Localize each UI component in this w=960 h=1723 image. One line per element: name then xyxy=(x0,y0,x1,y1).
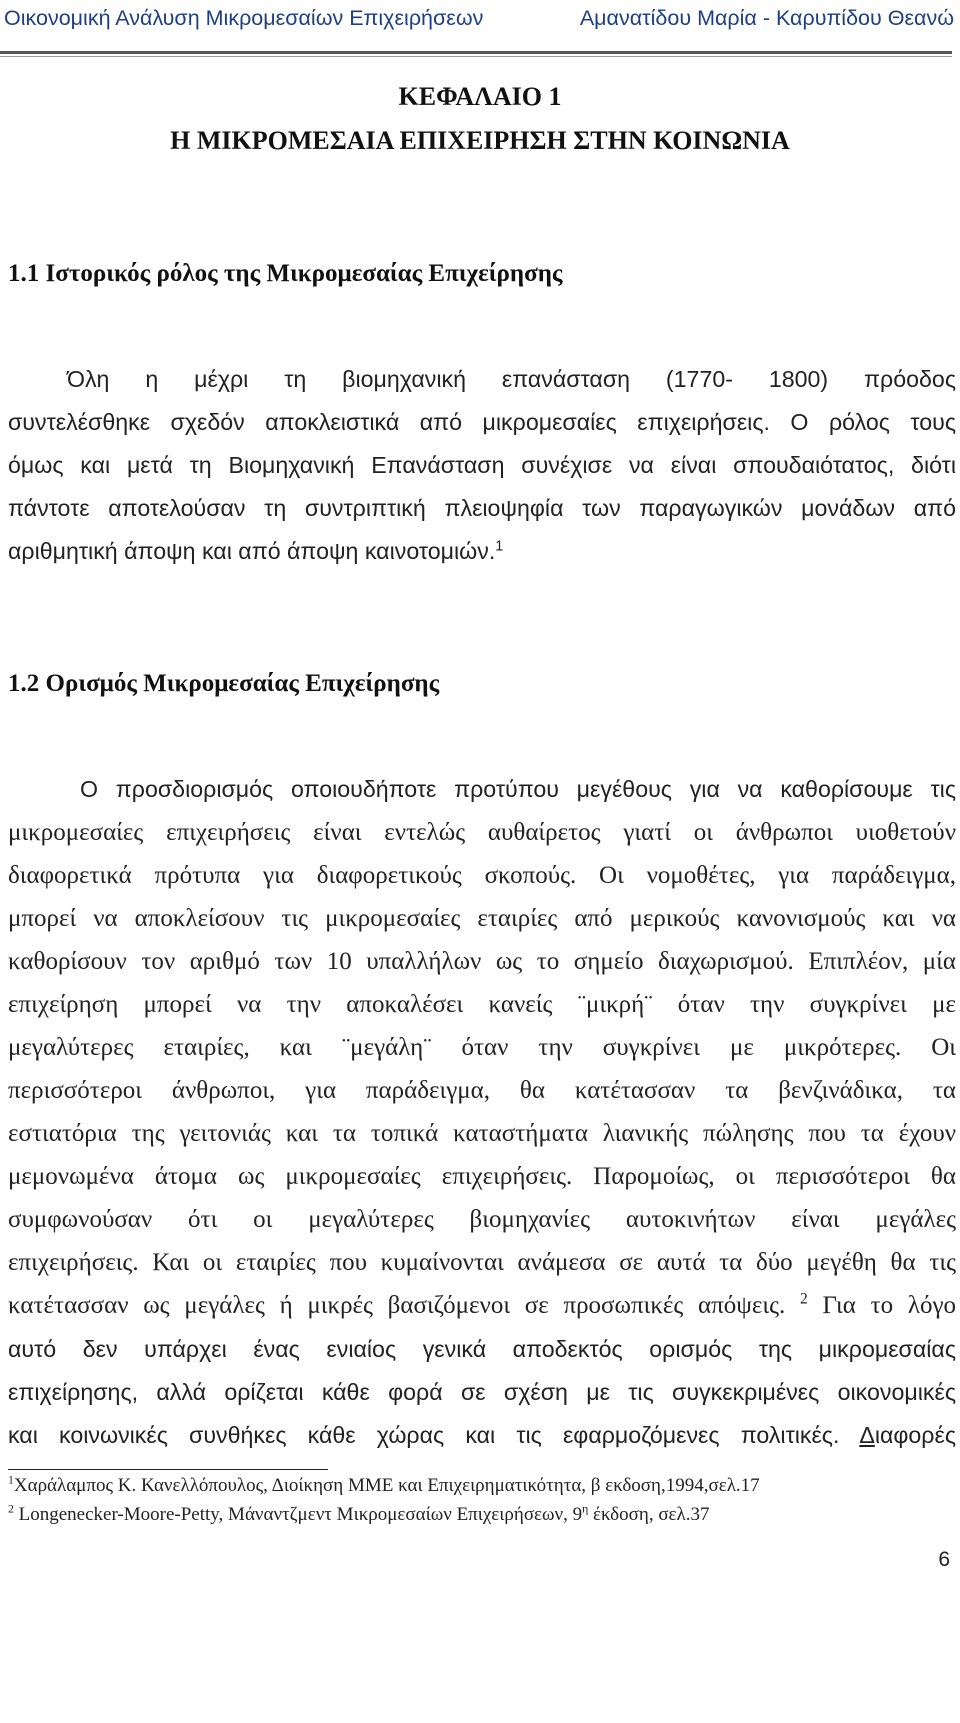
paragraph-line-text: και κοινωνικές συνθήκες κάθε χώρας και τις εφαρμοζόμενες πολιτικές. xyxy=(8,1422,840,1448)
footnote-mark: 1 xyxy=(8,1473,14,1487)
paragraph-line-text: κατέτασσαν ως μεγάλες ή μικρές βασιζόμενοι σε προσωπικές απόψεις. xyxy=(8,1292,786,1319)
footnote-text: έκδοση, σελ.37 xyxy=(588,1504,710,1525)
paragraph-line-text: ιαφορές xyxy=(874,1422,957,1448)
section-heading-1-1: 1.1 Ιστορικός ρόλος της Μικρομεσαίας Επιχείρησης xyxy=(8,260,563,287)
paragraph-line: μεγαλύτερες εταιρίες, και ¨μεγάλη¨ όταν την συγκρίνει με μικρότερες. Οι xyxy=(8,1034,956,1061)
paragraph-line: αυτό δεν υπάρχει ένας ενιαίος γενικά αποδεκτός ορισμός της μικρομεσαίας xyxy=(8,1336,956,1362)
header-divider-thin xyxy=(0,56,952,57)
paragraph-line: Όλη η μέχρι τη βιομηχανική επανάσταση (1770- 1800) πρόοδος xyxy=(67,366,956,392)
paragraph-line: επιχειρήσεις. Και οι εταιρίες που κυμαίνονται ανάμεσα σε αυτά τα δύο μεγέθη θα τις xyxy=(8,1249,956,1276)
chapter-number: ΚΕΦΑΛΑΙΟ 1 xyxy=(398,82,562,111)
paragraph-line: επιχείρησης, αλλά ορίζεται κάθε φορά σε σχέση με τις συγκεκριμένες οικονομικές xyxy=(8,1379,956,1405)
section-heading-1-2: 1.2 Ορισμός Μικρομεσαίας Επιχείρησης xyxy=(8,670,440,697)
paragraph-line: μπορεί να αποκλείσουν τις μικρομεσαίες εταιρίες από μερικούς κανονισμούς και να xyxy=(8,905,956,932)
paragraph-line: μικρομεσαίες επιχειρήσεις είναι εντελώς αυθαίρετος γιατί οι άνθρωποι υιοθετούν xyxy=(8,819,956,846)
footnote-divider xyxy=(8,1469,328,1470)
paragraph-line: Ο προσδιορισμός οποιουδήποτε προτύπου μεγέθους για να καθορίσουμε τις xyxy=(80,776,956,802)
paragraph-line: καθορίσουν τον αριθμό των 10 υπαλλήλων ως το σημείο διαχωρισμού. Επιπλέον, μία xyxy=(8,948,956,975)
footnote-1 xyxy=(8,1475,760,1497)
paragraph-line: συμφωνούσαν ότι οι μεγαλύτερες βιομηχανίες αυτοκινήτων είναι μεγάλες xyxy=(8,1206,956,1233)
paragraph-line-text: αριθμητική άποψη και από άποψη καινοτομιών. xyxy=(8,538,496,564)
header-authors: Αμανατίδου Μαρία - Καρυπίδου Θεανώ xyxy=(579,6,954,30)
paragraph-line: μεμονωμένα άτομα ως μικρομεσαίες επιχειρήσεις. Παρομοίως, οι περισσότεροι θα xyxy=(8,1163,956,1190)
footnote-superscript: η xyxy=(582,1502,589,1516)
header-title: Οικονομική Ανάλυση Μικρομεσαίων Επιχειρήσεων xyxy=(4,6,484,30)
underlined-letter: Δ xyxy=(859,1422,875,1448)
paragraph-line: περισσότεροι άνθρωποι, για παράδειγμα, θα κατέτασσαν τα βενζινάδικα, τα xyxy=(8,1077,956,1104)
paragraph-line: όμως και μετά τη Βιομηχανική Επανάσταση συνέχισε να είναι σπουδαιότατος, διότι xyxy=(8,452,956,478)
paragraph-line: διαφορετικά πρότυπα για διαφορετικούς σκοπούς. Οι νομοθέτες, για παράδειγμα, xyxy=(8,862,956,889)
paragraph-line xyxy=(8,538,956,565)
paragraph-line: εστιατόρια της γειτονιάς και τα τοπικά καταστήματα λιανικής πώλησης που τα έχουν xyxy=(8,1120,956,1147)
footnote-mark: 2 xyxy=(8,1502,14,1516)
paragraph-line: συντελέσθηκε σχεδόν αποκλειστικά από μικρομεσαίες επιχειρήσεις. Ο ρόλος τους xyxy=(8,409,956,435)
paragraph-line: πάντοτε αποτελούσαν τη συντριπτική πλειοψηφία των παραγωγικών μονάδων από xyxy=(8,495,956,521)
footnote-reference: 2 xyxy=(800,1290,808,1308)
footnote-reference: 1 xyxy=(495,538,504,555)
page-number: 6 xyxy=(938,1548,950,1571)
footnote-2 xyxy=(8,1504,710,1526)
paragraph-line: επιχείρηση μπορεί να την αποκαλέσει κανείς ¨μικρή¨ όταν την συγκρίνει με xyxy=(8,991,956,1018)
running-header xyxy=(0,6,960,40)
footnote-text: Χαράλαμπος Κ. Κανελλόπουλος, Διοίκηση ΜΜΕ και Επιχειρηματικότητα, β εκδοση,1994,σελ.17 xyxy=(13,1475,760,1496)
paragraph-line xyxy=(8,1292,956,1320)
chapter-title: Η ΜΙΚΡΟΜΕΣΑΙΑ ΕΠΙΧΕΙΡΗΣΗ ΣΤΗΝ ΚΟΙΝΩΝΙΑ xyxy=(170,126,790,155)
paragraph-line xyxy=(8,1422,956,1449)
paragraph-line-text: Για το λόγο xyxy=(822,1292,957,1319)
header-divider xyxy=(0,51,952,54)
footnote-text: Longenecker-Moore-Petty, Μάναντζμεντ Μικρομεσαίων Επιχειρήσεων, 9 xyxy=(18,1504,583,1525)
